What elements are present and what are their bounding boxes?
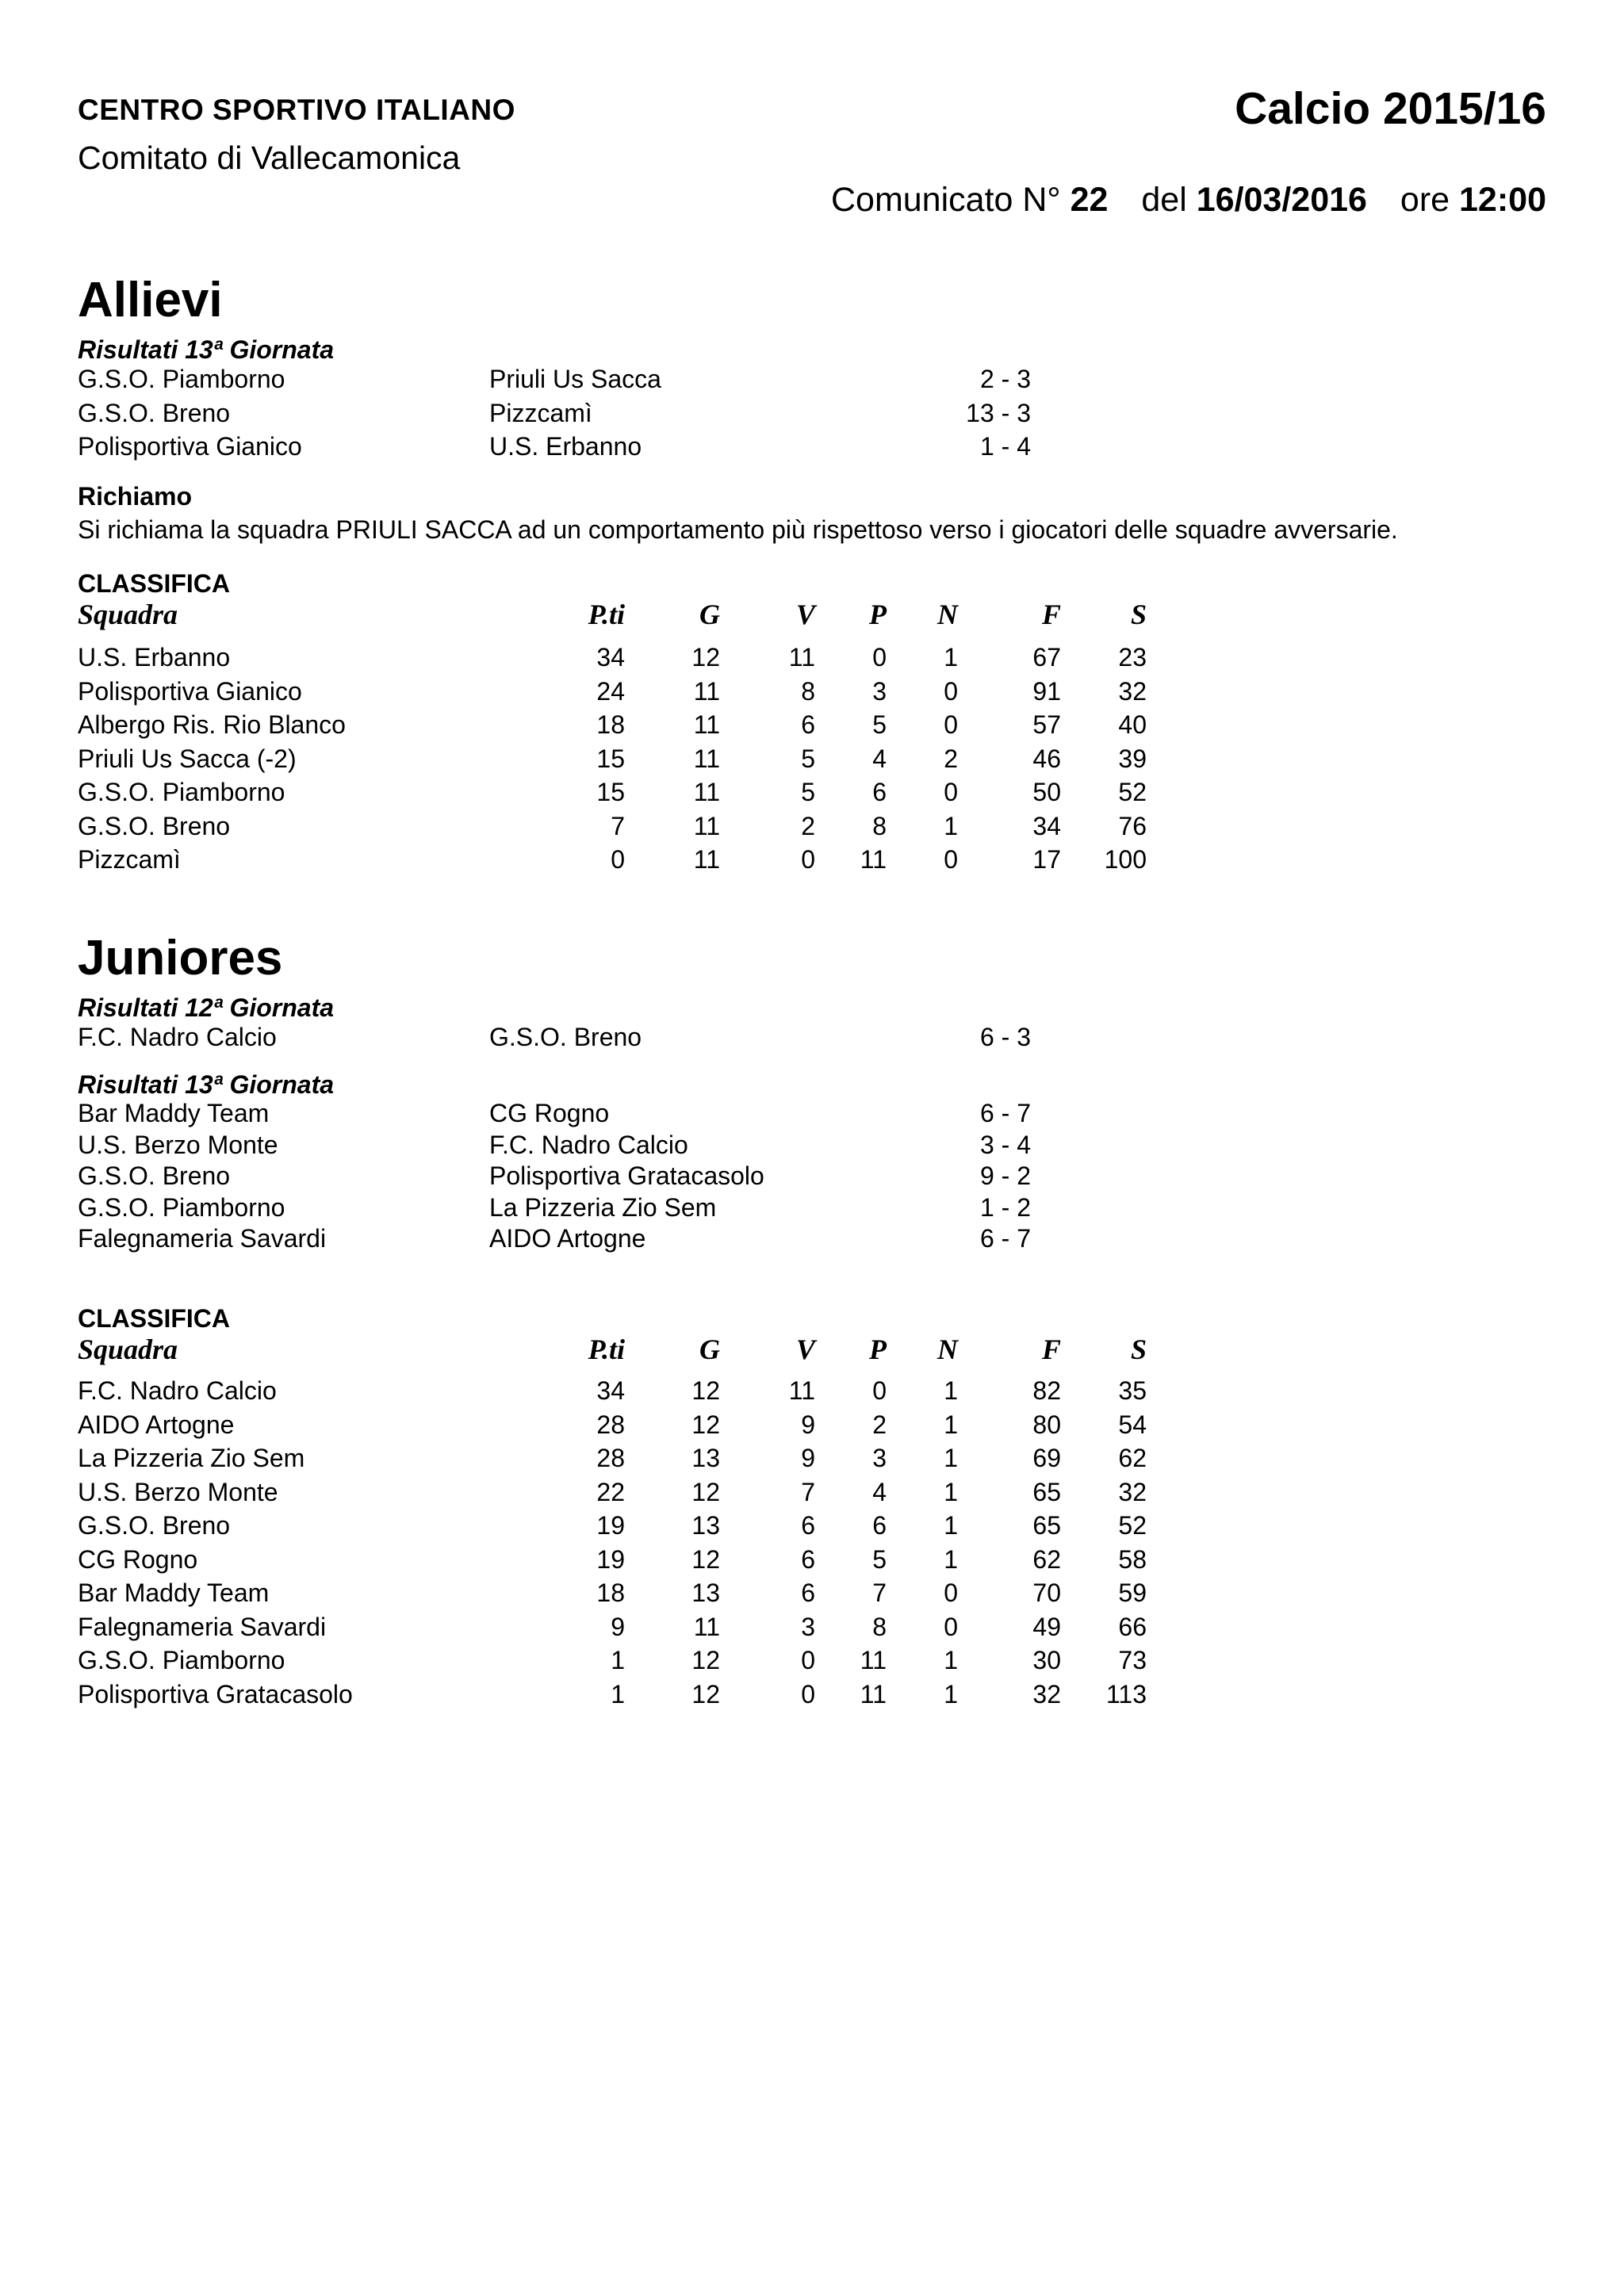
match-row	[0, 1161, 1624, 1195]
season-title: Calcio 2015/16	[1235, 83, 1546, 134]
stat-cell: 11	[693, 1612, 720, 1641]
away-team: U.S. Erbanno	[489, 432, 642, 461]
stat-cell: 73	[1118, 1646, 1147, 1674]
table-row	[0, 845, 1624, 878]
stat-cell: 12	[691, 643, 720, 672]
team-name: La Pizzeria Zio Sem	[78, 1444, 305, 1472]
team-name: G.S.O. Breno	[78, 1511, 231, 1540]
stat-cell: 32	[1118, 676, 1147, 706]
stat-cell: 0	[801, 845, 815, 874]
stat-cell: 62	[1118, 1444, 1147, 1472]
stat-cell: 12	[691, 1376, 720, 1405]
table-row	[0, 643, 1624, 676]
stat-cell: 12	[691, 1679, 720, 1709]
stat-cell: 3	[801, 1612, 815, 1641]
table-row	[0, 1613, 1624, 1646]
date-label: del	[1141, 181, 1187, 219]
stat-cell: 11	[860, 1646, 887, 1674]
stat-cell: 6	[801, 1511, 815, 1540]
stat-cell: 11	[693, 744, 720, 773]
match-row	[0, 1193, 1624, 1226]
stat-cell: 13	[691, 1578, 720, 1607]
stat-cell: 70	[1032, 1578, 1061, 1607]
table-header	[0, 598, 1624, 634]
table-row	[0, 1376, 1624, 1410]
stat-cell: 0	[944, 778, 958, 806]
stat-cell: 8	[872, 811, 887, 840]
column-header: Squadra	[78, 599, 178, 630]
stat-cell: 0	[944, 710, 958, 739]
results-heading: Risultati 12ª Giornata	[78, 993, 335, 1022]
stat-cell: 6	[801, 1578, 815, 1607]
stat-cell: 7	[872, 1578, 887, 1607]
team-name: Priuli Us Sacca (-2)	[78, 744, 297, 773]
stat-cell: 11	[860, 845, 887, 874]
away-team: Pizzcamì	[489, 398, 592, 427]
stat-cell: 5	[801, 744, 815, 773]
stat-cell: 30	[1032, 1646, 1061, 1674]
stat-cell: 32	[1118, 1477, 1147, 1506]
stat-cell: 11	[693, 676, 720, 706]
communique-time: 12:00	[1459, 181, 1546, 219]
stat-cell: 11	[693, 710, 720, 739]
match-row	[0, 1224, 1624, 1257]
home-team: Polisportiva Gianico	[78, 432, 302, 461]
match-score: 6 - 7	[979, 1224, 1031, 1253]
stat-cell: 1	[944, 1544, 958, 1574]
table-header	[0, 1333, 1624, 1369]
away-team: F.C. Nadro Calcio	[489, 1130, 688, 1159]
communique-number: 22	[1070, 181, 1109, 219]
column-header: P.ti	[588, 1334, 625, 1365]
stat-cell: 35	[1118, 1376, 1147, 1405]
stat-cell: 34	[596, 643, 625, 672]
team-name: G.S.O. Piamborno	[78, 1646, 285, 1674]
stat-cell: 5	[872, 1544, 887, 1574]
home-team: Falegnameria Savardi	[78, 1224, 327, 1253]
stat-cell: 15	[596, 744, 625, 773]
column-header: V	[795, 1334, 815, 1365]
stat-cell: 19	[596, 1511, 625, 1540]
match-score: 1 - 4	[979, 432, 1031, 461]
column-header: P	[869, 599, 887, 630]
stat-cell: 28	[596, 1410, 625, 1439]
stat-cell: 2	[872, 1410, 887, 1439]
team-name: CG Rogno	[78, 1544, 198, 1574]
table-row	[0, 812, 1624, 845]
stat-cell: 39	[1118, 744, 1147, 773]
results-heading: Risultati 13ª Giornata	[78, 1070, 335, 1099]
richiamo-text: Si richiama la squadra PRIULI SACCA ad un comportamento più rispettoso verso i giocatori delle squadre avversarie.	[78, 515, 1398, 544]
match-score: 9 - 2	[979, 1161, 1031, 1190]
stat-cell: 34	[596, 1376, 625, 1405]
stat-cell: 0	[944, 1578, 958, 1607]
communique-line	[831, 181, 1546, 220]
team-name: Falegnameria Savardi	[78, 1612, 327, 1641]
home-team: U.S. Berzo Monte	[78, 1130, 278, 1159]
team-name: G.S.O. Breno	[78, 811, 231, 840]
stat-cell: 1	[944, 1444, 958, 1472]
table-row	[0, 1410, 1624, 1444]
stat-cell: 9	[801, 1410, 815, 1439]
stat-cell: 2	[801, 811, 815, 840]
stat-cell: 5	[801, 778, 815, 806]
home-team: G.S.O. Breno	[78, 1161, 231, 1190]
team-name: Bar Maddy Team	[78, 1578, 270, 1607]
stat-cell: 11	[788, 643, 815, 672]
stat-cell: 13	[691, 1511, 720, 1540]
organization-name: CENTRO SPORTIVO ITALIANO	[78, 94, 515, 126]
stat-cell: 28	[596, 1444, 625, 1472]
stat-cell: 59	[1118, 1578, 1147, 1607]
stat-cell: 58	[1118, 1544, 1147, 1574]
column-header: F	[1041, 599, 1061, 630]
table-row	[0, 710, 1624, 744]
away-team: Priuli Us Sacca	[489, 365, 661, 393]
committee-name: Comitato di Vallecamonica	[78, 140, 461, 176]
stat-cell: 22	[596, 1477, 625, 1506]
stat-cell: 4	[872, 1477, 887, 1506]
stat-cell: 113	[1105, 1679, 1147, 1709]
stat-cell: 46	[1032, 744, 1061, 773]
match-score: 2 - 3	[979, 365, 1031, 393]
team-name: Polisportiva Gianico	[78, 676, 302, 706]
home-team: G.S.O. Piamborno	[78, 1192, 285, 1222]
table-row	[0, 744, 1624, 778]
team-name: U.S. Erbanno	[78, 643, 231, 672]
stat-cell: 0	[872, 643, 887, 672]
stat-cell: 65	[1032, 1477, 1061, 1506]
column-header: S	[1130, 599, 1147, 630]
team-name: Pizzcamì	[78, 845, 181, 874]
away-team: Polisportiva Gratacasolo	[489, 1161, 764, 1190]
stat-cell: 7	[801, 1477, 815, 1506]
match-row	[0, 399, 1624, 432]
column-header: N	[937, 1334, 958, 1365]
stat-cell: 0	[611, 845, 625, 874]
stat-cell: 52	[1118, 778, 1147, 806]
stat-cell: 7	[611, 811, 625, 840]
section-title-juniores: Juniores	[78, 931, 283, 985]
stat-cell: 11	[693, 845, 720, 874]
table-row	[0, 1680, 1624, 1713]
home-team: G.S.O. Piamborno	[78, 365, 285, 393]
team-name: Polisportiva Gratacasolo	[78, 1679, 353, 1709]
match-row	[0, 1023, 1624, 1056]
stat-cell: 1	[944, 1410, 958, 1439]
stat-cell: 0	[944, 1612, 958, 1641]
stat-cell: 15	[596, 778, 625, 806]
stat-cell: 9	[611, 1612, 625, 1641]
table-row	[0, 778, 1624, 811]
stat-cell: 6	[801, 1544, 815, 1574]
stat-cell: 0	[801, 1646, 815, 1674]
stat-cell: 12	[691, 1477, 720, 1506]
team-name: Albergo Ris. Rio Blanco	[78, 710, 346, 739]
stat-cell: 1	[944, 1679, 958, 1709]
classifica-label: CLASSIFICA	[78, 569, 230, 598]
stat-cell: 5	[872, 710, 887, 739]
column-header: S	[1130, 1334, 1147, 1365]
stat-cell: 3	[872, 676, 887, 706]
stat-cell: 6	[872, 1511, 887, 1540]
table-row	[0, 1545, 1624, 1578]
away-team: La Pizzeria Zio Sem	[489, 1192, 717, 1222]
stat-cell: 11	[788, 1376, 815, 1405]
table-row	[0, 1646, 1624, 1679]
stat-cell: 12	[691, 1410, 720, 1439]
stat-cell: 57	[1032, 710, 1061, 739]
team-name: U.S. Berzo Monte	[78, 1477, 278, 1506]
section-title-allievi: Allievi	[78, 273, 223, 327]
stat-cell: 13	[691, 1444, 720, 1472]
away-team: G.S.O. Breno	[489, 1023, 642, 1051]
stat-cell: 11	[693, 778, 720, 806]
stat-cell: 17	[1032, 845, 1061, 874]
table-row	[0, 1478, 1624, 1511]
column-header: N	[937, 599, 958, 630]
column-header: Squadra	[78, 1334, 178, 1365]
table-row	[0, 1444, 1624, 1477]
stat-cell: 24	[596, 676, 625, 706]
match-score: 6 - 3	[979, 1023, 1031, 1051]
stat-cell: 82	[1032, 1376, 1061, 1405]
match-score: 1 - 2	[979, 1192, 1031, 1222]
stat-cell: 18	[596, 1578, 625, 1607]
match-row	[0, 1099, 1624, 1132]
column-header: P.ti	[588, 599, 625, 630]
stat-cell: 2	[944, 744, 958, 773]
communique-date: 16/03/2016	[1196, 181, 1367, 219]
stat-cell: 76	[1118, 811, 1147, 840]
stat-cell: 69	[1032, 1444, 1061, 1472]
table-row	[0, 677, 1624, 710]
match-row	[0, 1131, 1624, 1164]
stat-cell: 3	[872, 1444, 887, 1472]
column-header: P	[869, 1334, 887, 1365]
stat-cell: 65	[1032, 1511, 1061, 1540]
home-team: Bar Maddy Team	[78, 1099, 270, 1127]
team-name: G.S.O. Piamborno	[78, 778, 285, 806]
stat-cell: 8	[872, 1612, 887, 1641]
stat-cell: 1	[944, 811, 958, 840]
match-row	[0, 365, 1624, 398]
communique-label: Comunicato N°	[830, 181, 1061, 219]
match-score: 6 - 7	[979, 1099, 1031, 1127]
home-team: F.C. Nadro Calcio	[78, 1023, 277, 1051]
stat-cell: 1	[944, 1477, 958, 1506]
stat-cell: 1	[944, 643, 958, 672]
stat-cell: 23	[1118, 643, 1147, 672]
match-score: 13 - 3	[966, 398, 1031, 427]
stat-cell: 4	[872, 744, 887, 773]
stat-cell: 12	[691, 1544, 720, 1574]
column-header: G	[699, 599, 720, 630]
column-header: F	[1041, 1334, 1061, 1365]
stat-cell: 52	[1118, 1511, 1147, 1540]
stat-cell: 9	[801, 1444, 815, 1472]
stat-cell: 1	[611, 1679, 625, 1709]
stat-cell: 66	[1118, 1612, 1147, 1641]
stat-cell: 49	[1032, 1612, 1061, 1641]
stat-cell: 0	[944, 845, 958, 874]
stat-cell: 12	[691, 1646, 720, 1674]
home-team: G.S.O. Breno	[78, 398, 231, 427]
table-row	[0, 1511, 1624, 1544]
stat-cell: 91	[1032, 676, 1061, 706]
stat-cell: 6	[872, 778, 887, 806]
stat-cell: 100	[1104, 845, 1147, 874]
stat-cell: 0	[872, 1376, 887, 1405]
stat-cell: 32	[1032, 1679, 1061, 1709]
stat-cell: 8	[801, 676, 815, 706]
stat-cell: 62	[1032, 1544, 1061, 1574]
classifica-label: CLASSIFICA	[78, 1304, 230, 1333]
away-team: CG Rogno	[489, 1099, 610, 1127]
stat-cell: 18	[596, 710, 625, 739]
stat-cell: 0	[801, 1679, 815, 1709]
time-label: ore	[1400, 181, 1450, 219]
stat-cell: 1	[611, 1646, 625, 1674]
stat-cell: 1	[944, 1511, 958, 1540]
stat-cell: 54	[1118, 1410, 1147, 1439]
match-row	[0, 432, 1624, 465]
team-name: AIDO Artogne	[78, 1410, 235, 1439]
match-score: 3 - 4	[979, 1130, 1031, 1159]
stat-cell: 11	[693, 811, 720, 840]
stat-cell: 1	[944, 1646, 958, 1674]
stat-cell: 0	[944, 676, 958, 706]
column-header: V	[795, 599, 815, 630]
results-heading: Risultati 13ª Giornata	[78, 335, 335, 364]
team-name: F.C. Nadro Calcio	[78, 1376, 277, 1405]
stat-cell: 67	[1032, 643, 1061, 672]
stat-cell: 34	[1032, 811, 1061, 840]
stat-cell: 50	[1032, 778, 1061, 806]
table-row	[0, 1578, 1624, 1612]
stat-cell: 40	[1118, 710, 1147, 739]
richiamo-label: Richiamo	[78, 482, 193, 511]
stat-cell: 19	[596, 1544, 625, 1574]
stat-cell: 6	[801, 710, 815, 739]
stat-cell: 80	[1032, 1410, 1061, 1439]
stat-cell: 1	[944, 1376, 958, 1405]
column-header: G	[699, 1334, 720, 1365]
away-team: AIDO Artogne	[489, 1224, 646, 1253]
stat-cell: 11	[860, 1679, 887, 1709]
